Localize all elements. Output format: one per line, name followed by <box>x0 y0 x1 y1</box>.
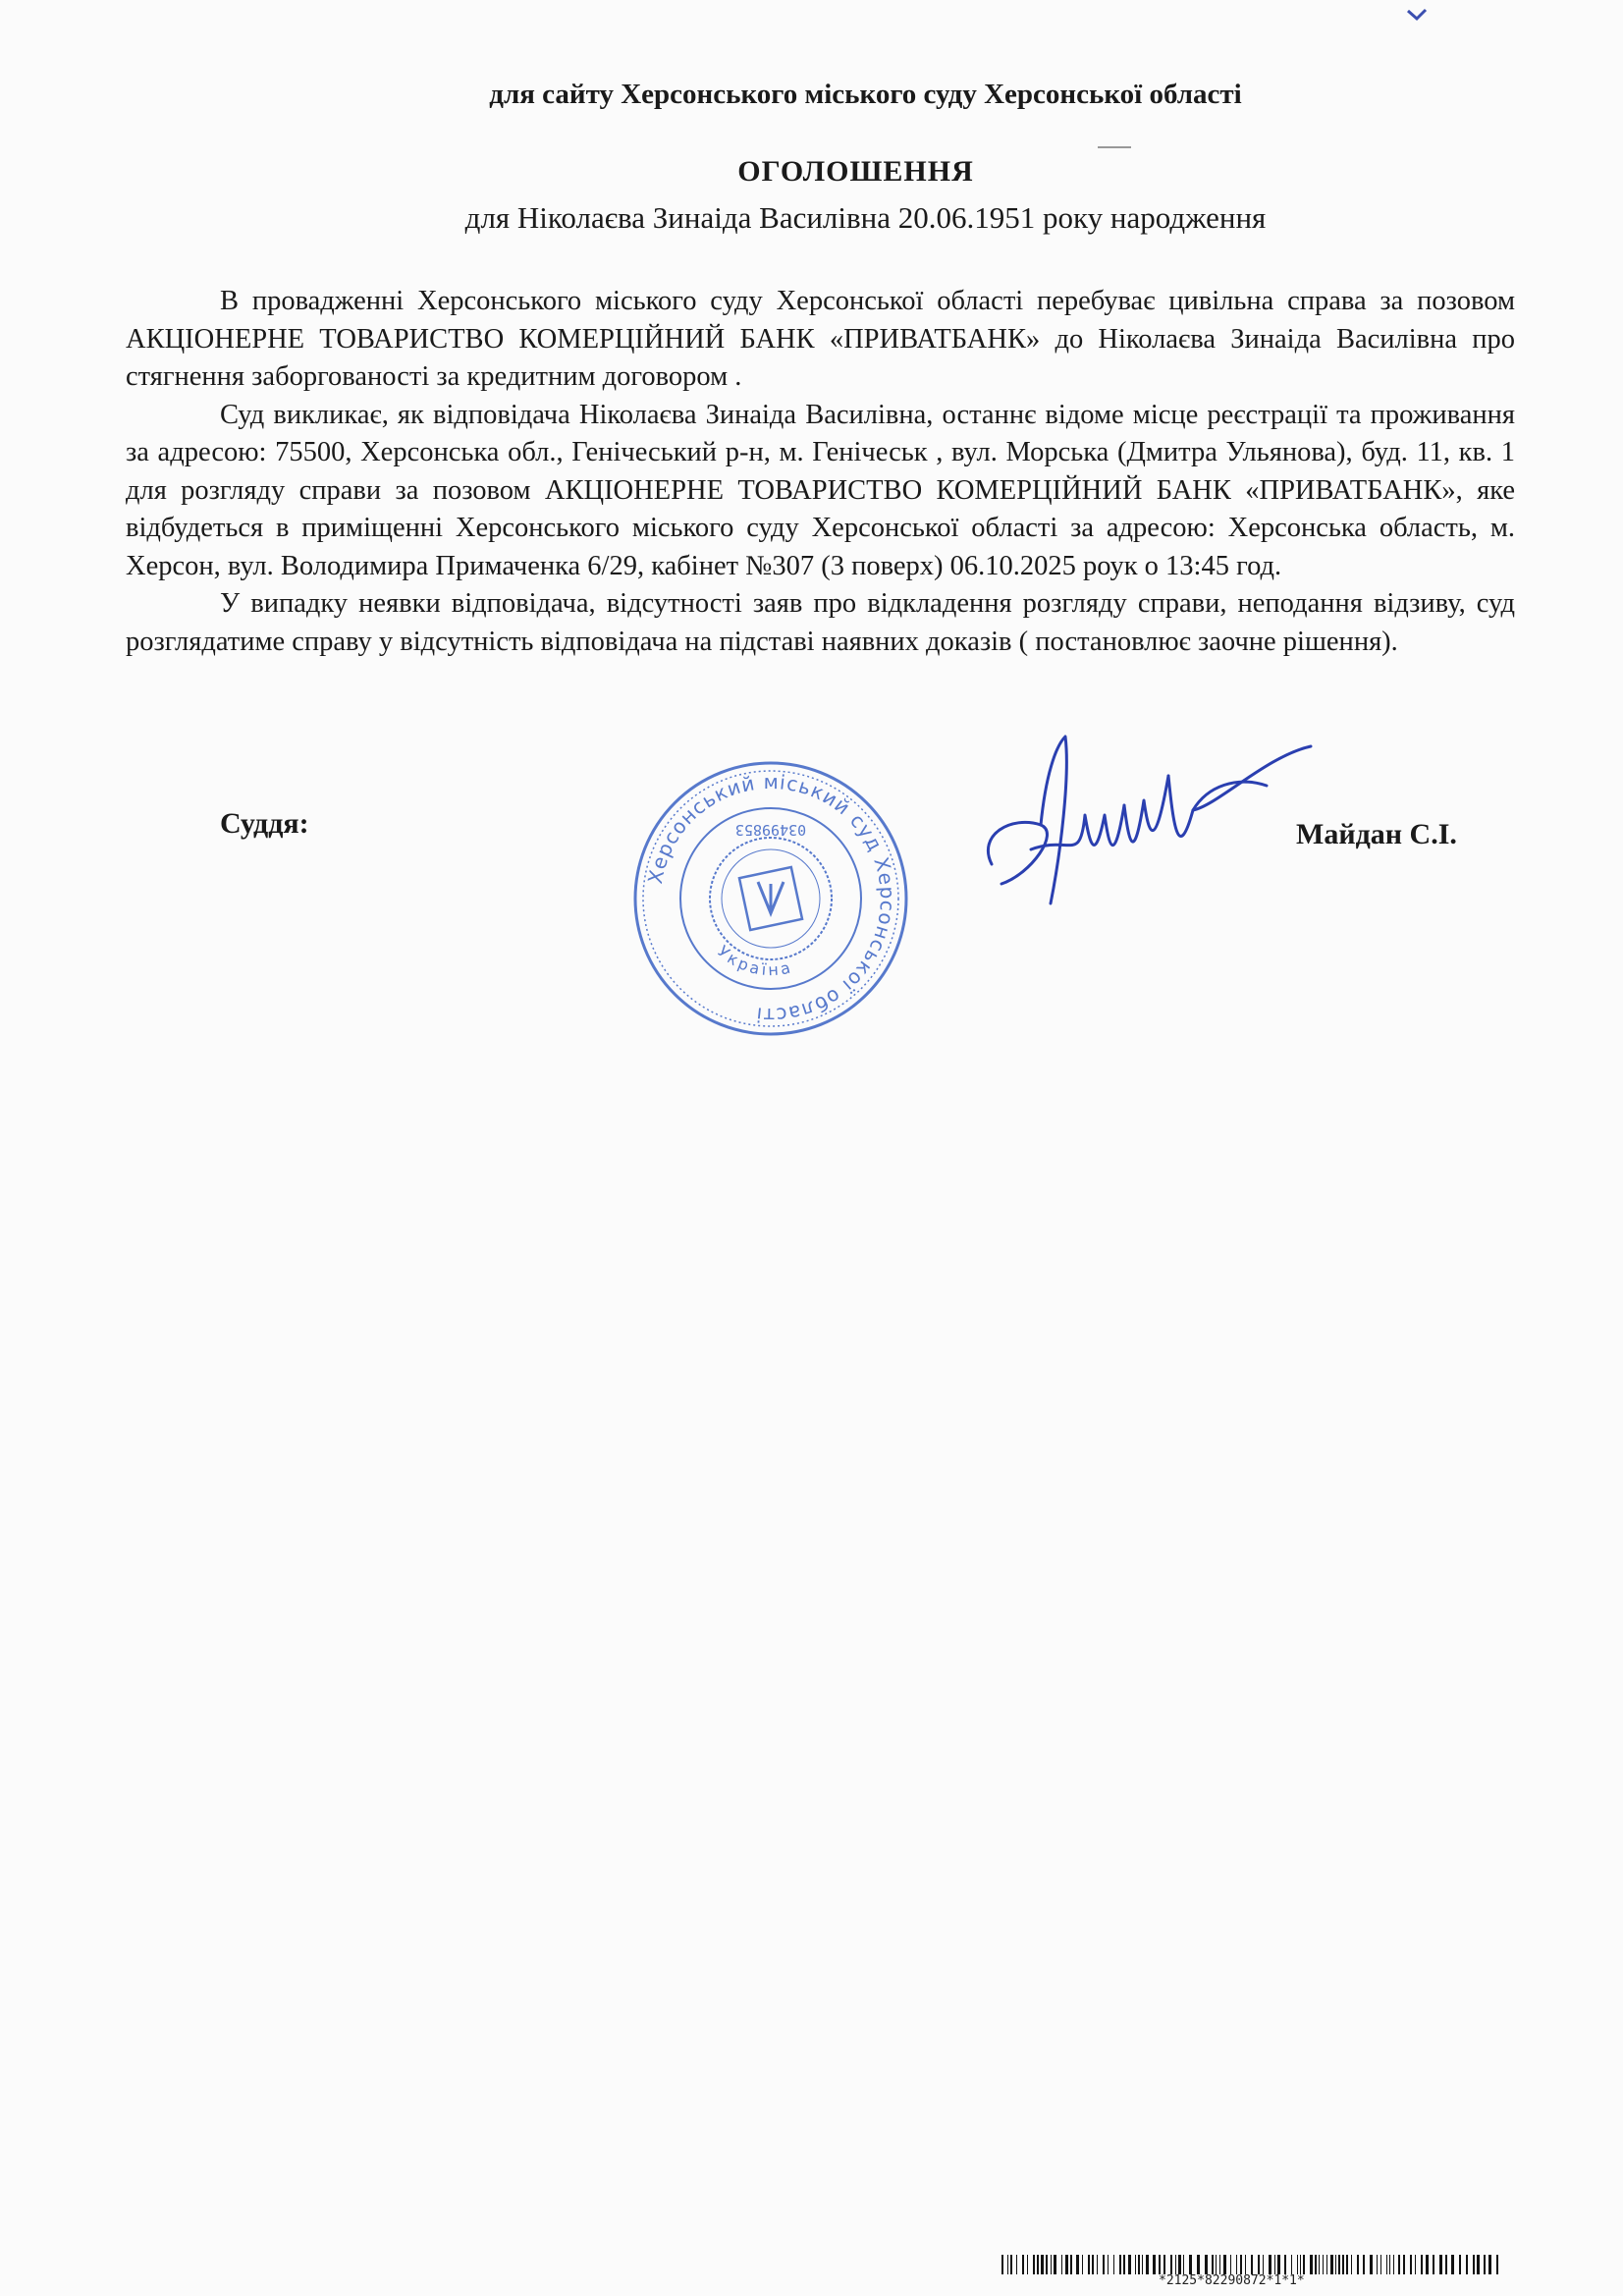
stamp-country-text: Україна <box>714 941 795 980</box>
barcode-caption: *2125*82290872*1*1* <box>1159 2273 1305 2288</box>
paragraph-case-info: В провадженні Херсонського міського суду Херсонської області перебуває цивільна справа за позовом АКЦІОНЕРНЕ ТОВАРИСТВО КОМЕРЦІЙНИЙ БАНК «ПРИВАТБАНК» до Ніколаєва Зинаіда Василівна про стягнення заборгованості за кредитним договором . <box>126 286 1515 392</box>
svg-text:Україна <box>714 942 794 979</box>
judge-signature <box>972 717 1325 933</box>
notice-title: ОГОЛОШЕННЯ <box>737 155 974 188</box>
paragraph-summons: Суд викликає, як відповідача Ніколаєва Зинаіда Василівна, останнє відоме місце реєстрації та проживання за адресою: 75500, Херсонська обл., Генічеський р-н, м. Генічеськ , вул. Морська (Дмитра Ульянова), буд. 11, кв. 1 для розгляду справи за позовом АКЦІОНЕРНЕ ТОВАРИСТВО КОМЕРЦІЙНИЙ БАНК «ПРИВАТБАНК», яке відбудеться в приміщенні Херсонського міського суду Херсонської області за адресою: Херсонська область, м. Херсон, вул. Володимира Примаченка 6/29, кабінет №307 (3 поверх) 06.10.2025 роук о 13:45 год. <box>126 399 1515 581</box>
court-stamp <box>628 756 913 1041</box>
judge-name: Майдан С.І. <box>1296 818 1457 850</box>
paragraph-consequences: У випадку неявки відповідача, відсутності заяв про відкладення розгляду справи, неподання відзиву, суд розглядатиме справу у відсутність відповідача на підставі наявних доказів ( постановлює заочне рішення). <box>126 588 1515 657</box>
notice-body <box>126 283 1515 661</box>
stamp-outer-text: Херсонський міський суд Херсонської області <box>642 769 900 1028</box>
barcode <box>1001 2255 1502 2274</box>
site-header-line: для сайту Херсонського міського суду Херсонської області <box>489 79 1242 110</box>
scan-mark <box>1406 8 1428 22</box>
scan-dash <box>1098 145 1131 149</box>
stamp-code: 03499853 <box>734 821 807 839</box>
judge-label: Суддя: <box>220 807 309 840</box>
notice-subtitle: для Ніколаєва Зинаіда Василівна 20.06.1951 року народження <box>464 200 1267 235</box>
